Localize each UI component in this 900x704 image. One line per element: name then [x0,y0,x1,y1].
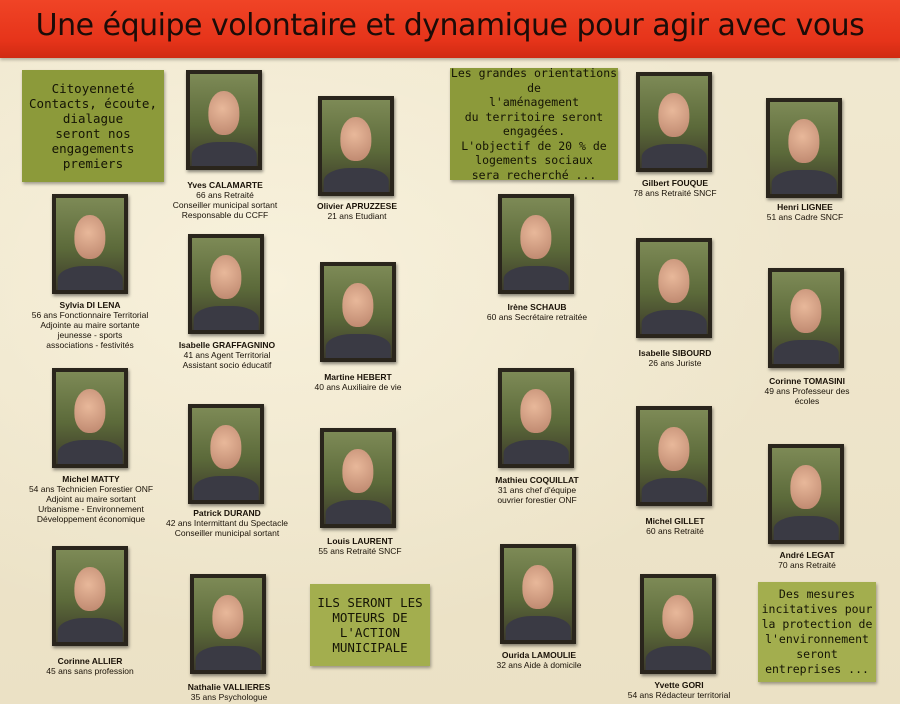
portrait-photo [636,72,712,172]
member-description: 26 ans Juriste [648,358,702,368]
portrait-photo [768,444,844,544]
member-description: 45 ans sans profession [46,666,134,676]
member-name: Patrick DURAND [193,508,261,518]
member-name: Martine HEBERT [324,372,392,382]
member-caption [282,201,432,221]
member-caption [16,474,166,524]
member-name: Sylvia DI LENA [59,300,121,310]
box-mesures [758,582,876,682]
member-description: 70 ans Retraité [778,560,836,570]
portrait-photo [190,574,266,674]
portrait-photo [498,194,574,294]
portrait-photo [320,428,396,528]
page-title: Une équipe volontaire et dynamique pour agir avec vous [35,8,865,43]
member-name: Isabelle GRAFFAGNINO [178,340,276,350]
member-description: 78 ans Retraité SNCF [633,188,717,198]
member-caption [604,680,754,700]
member-name: Isabelle SIBOURD [638,348,712,358]
portrait-photo [318,96,394,196]
member-name: Nathalie VALLIERES [187,682,271,692]
member-description: 66 ans Retraité Conseiller municipal sortant Responsable du CCFF [172,190,278,220]
member-caption [462,302,612,322]
member-description: 41 ans Agent Territorial Assistant socio éducatif [182,350,272,370]
portrait-photo [52,194,128,294]
member-caption [464,650,614,670]
member-caption [15,656,165,676]
member-caption [732,376,882,406]
portrait-photo [188,404,264,504]
member-description: 60 ans Secrétaire retraitée [486,312,588,322]
portrait-photo [320,262,396,362]
member-description: 55 ans Retraité SNCF [318,546,402,556]
member-name: André LEGAT [779,550,835,560]
member-description: 51 ans Cadre SNCF [766,212,844,222]
box-orientations-text: Les grandes orientations de l'aménagement du territoire seront engagées. L'objectif de 20 % de logements sociaux sera recherché ... [450,66,618,182]
member-caption [152,508,302,538]
member-caption [152,340,302,370]
portrait-photo [500,544,576,644]
member-description: 54 ans Technicien Forestier ONF Adjoint au maire sortant Urbanisme - Environnement Développement économique [28,484,154,524]
portrait-photo [186,70,262,170]
member-name: Yves CALAMARTE [187,180,263,190]
member-name: Michel GILLET [645,516,705,526]
member-description: 31 ans chef d'équipe ouvrier forestier ONF [497,485,577,505]
member-caption [600,348,750,368]
header-banner [0,0,900,58]
member-name: Michel MATTY [62,474,120,484]
box-citoyennete [22,70,164,182]
member-description: 60 ans Retraité [646,526,704,536]
member-description: 40 ans Auxiliaire de vie [314,382,402,392]
member-description: 32 ans Aide à domicile [496,660,582,670]
member-description: 54 ans Rédacteur territorial [627,690,731,700]
member-caption [730,202,880,222]
member-description: 49 ans Professeur des écoles [764,386,850,406]
member-caption [600,178,750,198]
member-name: Gilbert FOUQUE [641,178,709,188]
member-caption [462,475,612,505]
member-name: Irène SCHAUB [507,302,567,312]
member-description: 35 ans Psychologue [190,692,268,702]
member-name: Corinne ALLIER [57,656,123,666]
member-name: Mathieu COQUILLAT [495,475,579,485]
member-name: Ourida LAMOULIE [501,650,577,660]
member-description: 42 ans Intermittant du Spectacle Conseiller municipal sortant [166,518,288,538]
member-caption [150,180,300,220]
portrait-photo [640,574,716,674]
member-caption [600,516,750,536]
member-name: Corinne TOMASINI [769,376,845,386]
box-moteurs [310,584,430,666]
member-name: Louis LAURENT [327,536,393,546]
portrait-photo [52,368,128,468]
member-name: Henri LIGNEE [777,202,833,212]
portrait-photo [498,368,574,468]
portrait-photo [636,406,712,506]
portrait-photo [636,238,712,338]
member-caption [15,300,165,350]
box-citoyennete-text: Citoyenneté Contacts, écoute, dialague seront nos engagements premiers [29,81,157,171]
member-name: Yvette GORI [654,680,704,690]
portrait-photo [188,234,264,334]
member-caption [285,536,435,556]
member-description: 21 ans Etudiant [327,211,387,221]
box-orientations [450,68,618,180]
member-caption [732,550,882,570]
portrait-photo [766,98,842,198]
member-description: 56 ans Fonctionnaire Territorial Adjointe au maire sortante jeunesse - sports associations - festivités [31,310,149,350]
member-caption [283,372,433,392]
box-mesures-text: Des mesures incitatives pour la protection de l'environnement seront entreprises ... [761,587,873,676]
portrait-photo [52,546,128,646]
member-name: Olivier APRUZZESE [317,201,397,211]
portrait-photo [768,268,844,368]
member-caption [154,682,304,702]
box-moteurs-text: ILS SERONT LES MOTEURS DE L'ACTION MUNICIPALE [317,595,423,655]
